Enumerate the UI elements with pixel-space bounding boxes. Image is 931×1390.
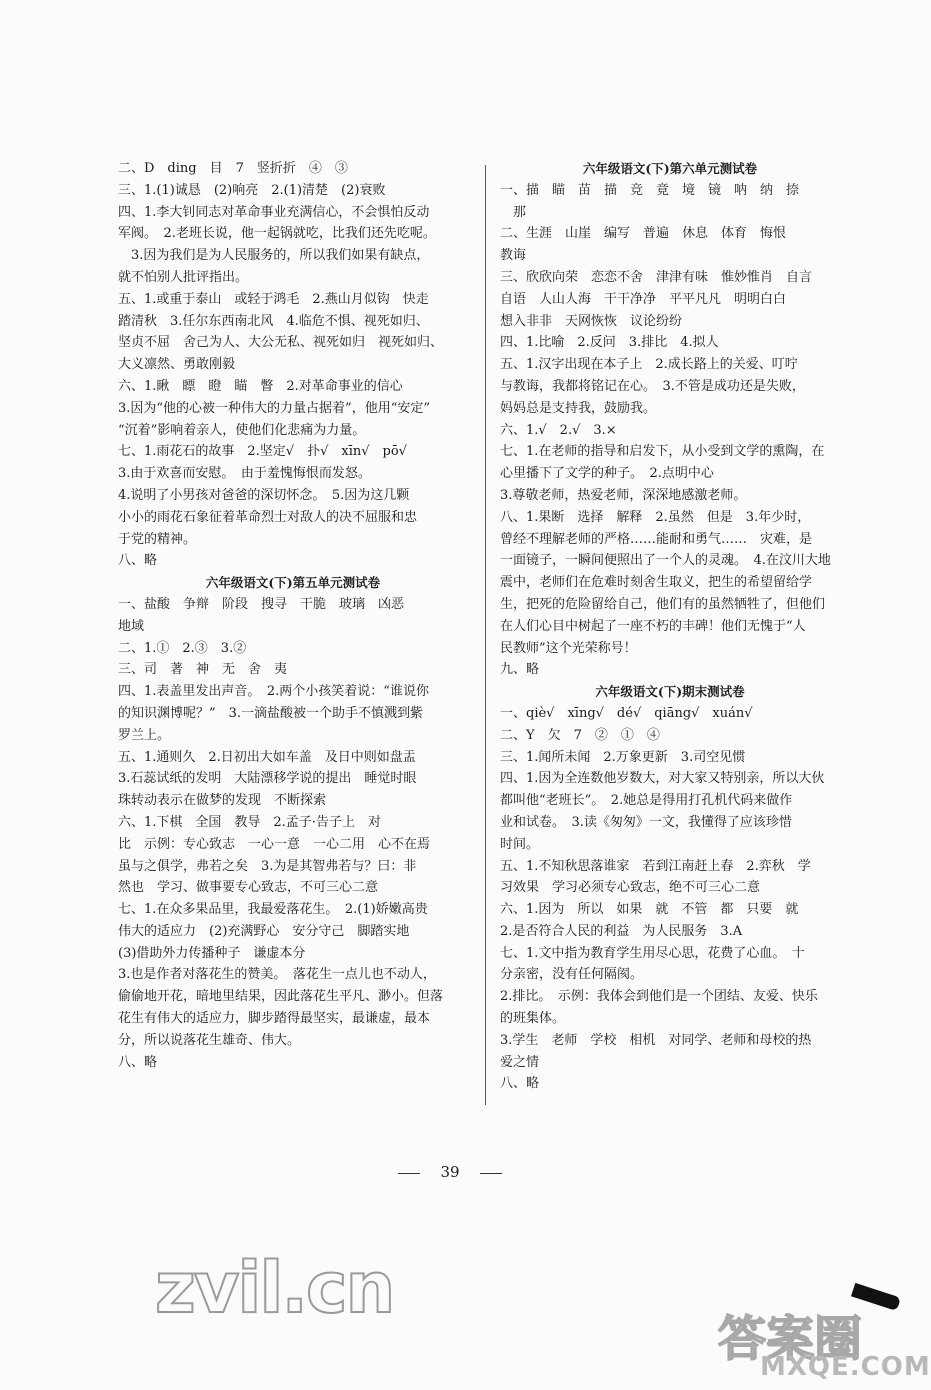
column-divider: [485, 165, 486, 1105]
answer-line: 那: [500, 204, 527, 220]
answer-line: 业和试卷。 3.读《匆匆》一文，我懂得了应该珍惜: [500, 814, 792, 830]
answer-line: 五、1.或重于泰山 或轻于鸿毛 2.燕山月似钩 快走: [118, 291, 429, 307]
answer-line: 在人们心目中树起了一座不朽的丰碑！他们无愧于“人: [500, 618, 806, 634]
answer-line: 分，所以说落花生雄奇、伟大。: [118, 1032, 301, 1048]
answer-line: 六、1.瞅 瞟 瞪 瞄 瞥 2.对革命事业的信心: [118, 378, 403, 394]
answer-line: 二、1.① 2.③ 3.②: [118, 640, 247, 656]
answer-line: 教诲: [500, 248, 527, 264]
answer-line: 然也 学习、做事要专心致志，不可三心二意: [118, 880, 379, 896]
answer-line: 自语 人山人海 干干净净 平平凡凡 明明白白: [500, 291, 787, 307]
answer-line: 坚贞不屈 舍己为人、大公无私、视死如归 视死如归、: [118, 335, 444, 351]
page-number-footer: [0, 1163, 900, 1181]
watermark-logo: 答案圈: [718, 1311, 863, 1367]
answer-line: 3.由于欢喜而安慰。 由于羞愧悔恨而发怒。: [118, 466, 371, 482]
answer-line: 八、略: [118, 1054, 158, 1070]
answer-line: 踏清秋 3.任尔东西南北风 4.临危不惧、视死如归、: [118, 313, 429, 329]
answer-line: 就不怕别人批评指出。: [118, 269, 249, 285]
page-number: 39: [440, 1163, 460, 1181]
answer-line: 珠转动表示在做梦的发现 不断探索: [118, 793, 327, 809]
dash-left: [398, 1173, 420, 1174]
answer-line: 二、Y 欠 7 ② ① ④: [500, 727, 660, 743]
answer-line: 偷偷地开花，暗地里结果，因此落花生平凡、渺小。但落: [118, 989, 444, 1005]
answer-line: 3.石蕊试纸的发明 大陆漂移学说的提出 睡觉时眼: [118, 771, 417, 787]
watermark-url: MXQE.COM: [760, 1352, 931, 1382]
section-title: 六年级语文(下)期末测试卷: [595, 684, 745, 700]
answer-line: 五、1.通则久 2.日初出大如车盖 及日中则如盘盂: [118, 749, 416, 765]
answer-line: 与教诲，我都将铭记在心。 3.不管是成功还是失败，: [500, 378, 805, 394]
answer-line: 三、1.闻所未闻 2.万象更新 3.司空见惯: [500, 749, 746, 765]
answer-line: 的班集体。: [500, 1011, 566, 1027]
answer-line: 想入非非 天网恢恢 议论纷纷: [500, 313, 683, 329]
answer-line: 民教师”这个光荣称号！: [500, 640, 637, 656]
answer-line: 二、D ding 目 7 竖折折 ④ ③: [118, 161, 348, 176]
answer-line: 3.因为“他的心被一种伟大的力量占据着”，他用“安定”: [118, 400, 430, 416]
left-column: [118, 158, 468, 1073]
answer-line: 三、司 著 神 无 舍 夷: [118, 662, 288, 678]
answer-line: 2.排比。 示例：我体会到他们是一个团结、友爱、快乐: [500, 989, 818, 1005]
answer-line: 三、1.(1)诚恳 (2)响亮 2.(1)清楚 (2)衰败: [118, 182, 386, 198]
answer-line: 八、略: [500, 1076, 540, 1092]
answer-line: 伟大的适应力 (2)充满野心 安分守己 脚踏实地: [118, 923, 410, 939]
answer-line: 五、1.汉字出现在本子上 2.成长路上的关爱、叮咛: [500, 357, 798, 373]
answer-line: 八、略: [118, 553, 158, 569]
answer-line: 花生有伟大的适应力，脚步踏得最坚实，最谦虚，最本: [118, 1011, 431, 1027]
answer-line: 2.是否符合人民的利益 为人民服务 3.A: [500, 923, 743, 939]
answer-line: 小小的雨花石象征着革命烈士对敌人的决不屈服和忠: [118, 509, 418, 525]
answer-line: (3)借助外力传播种子 谦虚本分: [118, 945, 306, 961]
answer-line: 3.因为我们是为人民服务的，所以我们如果有缺点，: [118, 248, 430, 264]
answer-line: 七、1.在众多果品里，我最爱落花生。 2.(1)娇嫩高贵: [118, 902, 428, 918]
right-column: [500, 158, 840, 1095]
answer-line: 一、描 瞄 苗 描 竞 竟 境 镜 呐 纳 捺: [500, 182, 800, 198]
answer-line: 妈妈总是支持我，鼓励我。: [500, 400, 657, 416]
answer-line: 七、1.雨花石的故事 2.坚定√ 扑√ xīn√ pō√: [118, 444, 407, 460]
answer-line: 于党的精神。: [118, 531, 197, 547]
answer-line: 罗兰上。: [118, 727, 171, 743]
dash-right: [480, 1173, 502, 1174]
answer-line: “沉着”影响着亲人，使他们化悲痛为力量。: [118, 422, 366, 438]
section-title: 六年级语文(下)第六单元测试卷: [582, 161, 758, 176]
answer-line: 五、1.不知秋思落谁家 若到江南赶上春 2.弈秋 学: [500, 858, 811, 874]
answer-line: 七、1.在老师的指导和启发下，从小受到文学的熏陶，在: [500, 444, 825, 460]
answer-line: 时间。: [500, 836, 540, 852]
answer-line: 一面镜子，一瞬间便照出了一个人的灵魂。 4.在汶川大地: [500, 553, 831, 569]
answer-line: 四、1.因为全连数他岁数大，对大家又特别亲，所以大伙: [500, 771, 825, 787]
answer-line: 习效果 学习必须专心致志，绝不可三心二意: [500, 880, 761, 896]
watermark-zvil: zvil.cn: [155, 1247, 394, 1329]
answer-line: 四、1.比喻 2.反问 3.排比 4.拟人: [500, 335, 719, 351]
answer-line: 四、1.表盖里发出声音。 2.两个小孩笑着说：“谁说你: [118, 684, 429, 700]
answer-line: 生，把死的危险留给自己，他们有的虽然牺牲了，但他们: [500, 596, 826, 612]
answer-line: 八、1.果断 选择 解释 2.虽然 但是 3.年少时，: [500, 509, 811, 525]
answer-line: 军阀。 2.老班长说，他一起锅就吃，比我们还先吃呢。: [118, 226, 436, 242]
answer-line: 4.说明了小男孩对爸爸的深切怀念。 5.因为这几颗: [118, 487, 410, 503]
answer-line: 七、1.文中指为教育学生用尽心思，花费了心血。 十: [500, 945, 805, 961]
answer-line: 分亲密，没有任何隔阂。: [500, 967, 644, 983]
answer-line: 二、生涯 山崖 编写 普遍 休息 体育 悔恨: [500, 226, 787, 242]
answer-line: 一、qiè√ xīng√ dé√ qiāng√ xuán√: [500, 705, 753, 721]
section-title: 六年级语文(下)第五单元测试卷: [205, 575, 381, 591]
answer-line: 六、1.因为 所以 如果 就 不管 都 只要 就: [500, 902, 799, 918]
answer-line: 3.也是作者对落花生的赞美。 落花生一点儿也不动人，: [118, 967, 436, 983]
answer-line: 四、1.李大钊同志对革命事业充满信心，不会惧怕反动: [118, 204, 430, 220]
answer-line: 三、欣欣向荣 恋恋不舍 津津有味 惟妙惟肖 自言: [500, 269, 813, 285]
answer-line: 比 示例：专心致志 一心一意 一心二用 心不在焉: [118, 836, 431, 852]
answer-line: 大义凛然、勇敢刚毅: [118, 357, 236, 373]
answer-line: 六、1.√ 2.√ 3.×: [500, 422, 617, 438]
answer-line: 六、1.下棋 全国 教导 2.孟子·告子上 对: [118, 814, 381, 830]
answer-line: 3.学生 老师 学校 相机 对同学、老师和母校的热: [500, 1032, 812, 1048]
answer-line: 心里播下了文学的种子。 2.点明中心: [500, 466, 714, 482]
answer-line: 3.尊敬老师，热爱老师，深深地感激老师。: [500, 487, 747, 503]
answer-line: 都叫他“老班长”。 2.她总是得用打孔机代码来做作: [500, 793, 793, 809]
answer-line: 的知识渊博呢？” 3.一滴盐酸被一个助手不慎溅到紫: [118, 705, 424, 721]
answer-line: 虽与之俱学，弗若之矣 3.为是其智弗若与？曰：非: [118, 858, 417, 874]
answer-line: 一、盐酸 争辩 阶段 搜寻 干脆 玻璃 凶恶: [118, 596, 405, 612]
answer-line: 九、略: [500, 662, 540, 678]
answer-line: 曾经不理解老师的严格……能耐和勇气…… 灾难，是: [500, 531, 813, 547]
answer-line: 震中，老师们在危难时刻舍生取义，把生的希望留给学: [500, 575, 813, 591]
answer-line: 地域: [118, 618, 145, 634]
answer-line: 爱之情: [500, 1054, 540, 1070]
